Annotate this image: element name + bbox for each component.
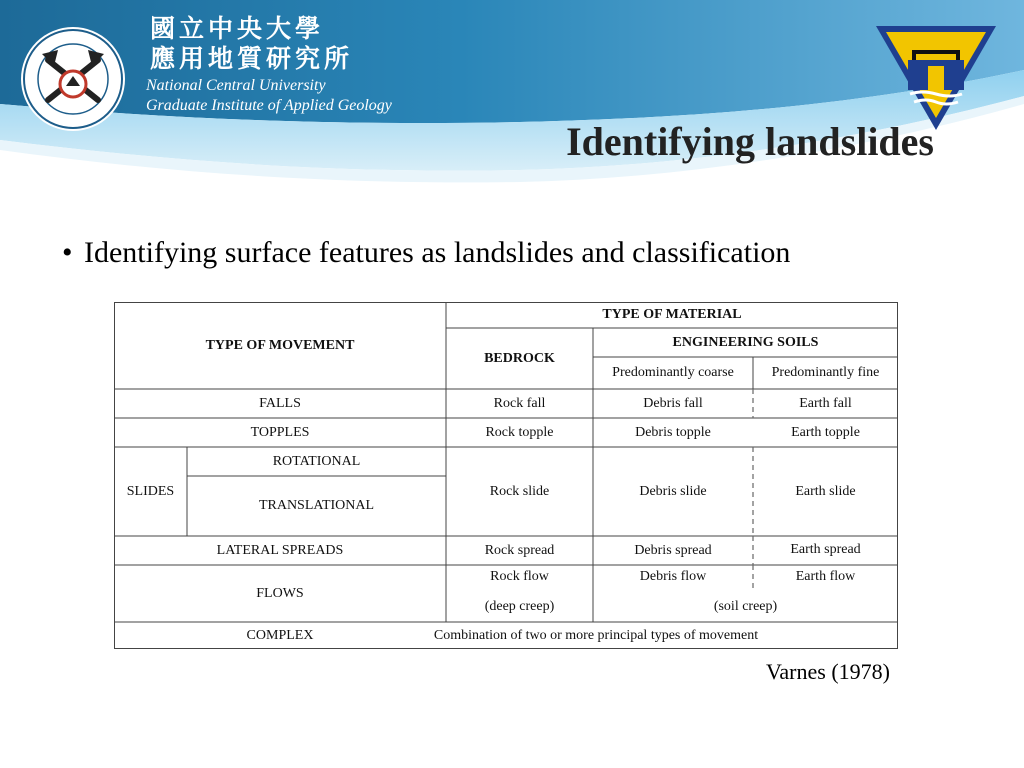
- row-complex-label: COMPLEX: [246, 627, 314, 643]
- cell-earth-flow: Earth flow: [795, 569, 856, 584]
- header-type-of-movement: TYPE OF MOVEMENT: [205, 337, 355, 353]
- institution-cn-line2: 應用地質研究所: [150, 44, 354, 73]
- cell-rock-slide: Rock slide: [489, 483, 550, 499]
- cell-rock-fall: Rock fall: [493, 395, 546, 411]
- cell-earth-slide: Earth slide: [795, 483, 856, 499]
- slide-title: Identifying landslides: [566, 119, 934, 164]
- institute-seal: [18, 24, 128, 134]
- cell-rock-spread: Rock spread: [484, 542, 555, 558]
- cell-debris-flow: Debris flow: [639, 569, 707, 584]
- cell-debris-spread: Debris spread: [634, 542, 712, 558]
- bullet-point: [62, 236, 790, 270]
- cell-earth-fall: Earth fall: [799, 395, 852, 411]
- row-translational-label: TRANSLATIONAL: [258, 498, 375, 513]
- row-flows-label: FLOWS: [256, 585, 304, 601]
- cell-rock-flow: Rock flow: [490, 569, 549, 584]
- cell-debris-slide: Debris slide: [639, 483, 707, 499]
- cell-debris-fall: Debris fall: [643, 395, 703, 411]
- institution-en-line1: National Central University: [146, 77, 326, 94]
- header-predominantly-coarse: Predominantly coarse: [612, 365, 734, 380]
- cell-debris-topple: Debris topple: [635, 424, 711, 440]
- header-predominantly-fine: Predominantly fine: [771, 365, 880, 380]
- cell-complex-description: Combination of two or more principal types of movement: [433, 627, 759, 643]
- cell-rock-topple: Rock topple: [485, 424, 554, 440]
- bullet-text: Identifying surface features as landslides and classification: [84, 236, 791, 269]
- institution-english-name: [146, 76, 392, 116]
- row-slides-label: SLIDES: [126, 483, 175, 499]
- header-engineering-soils: ENGINEERING SOILS: [672, 334, 819, 350]
- cell-soil-creep: (soil creep): [713, 599, 778, 614]
- institution-cn-line1: 國立中央大學: [150, 14, 325, 43]
- header-bedrock: BEDROCK: [484, 350, 555, 366]
- citation: Varnes (1978): [765, 659, 890, 684]
- row-lateral-spreads-label: LATERAL SPREADS: [216, 542, 344, 558]
- row-rotational-label: ROTATIONAL: [272, 453, 361, 469]
- row-topples-label: TOPPLES: [250, 424, 310, 440]
- bullet-dot-icon: •: [62, 236, 73, 269]
- cell-deep-creep: (deep creep): [484, 599, 555, 614]
- row-falls-label: FALLS: [259, 395, 301, 411]
- seal-logo-icon: [18, 24, 128, 134]
- landslide-classification-table: [114, 302, 898, 649]
- cell-earth-topple: Earth topple: [791, 424, 860, 440]
- header-type-of-material: TYPE OF MATERIAL: [602, 307, 742, 322]
- institution-en-line2: Graduate Institute of Applied Geology: [146, 97, 392, 114]
- cell-earth-spread: Earth spread: [790, 541, 861, 557]
- institution-chinese-name: [150, 14, 353, 74]
